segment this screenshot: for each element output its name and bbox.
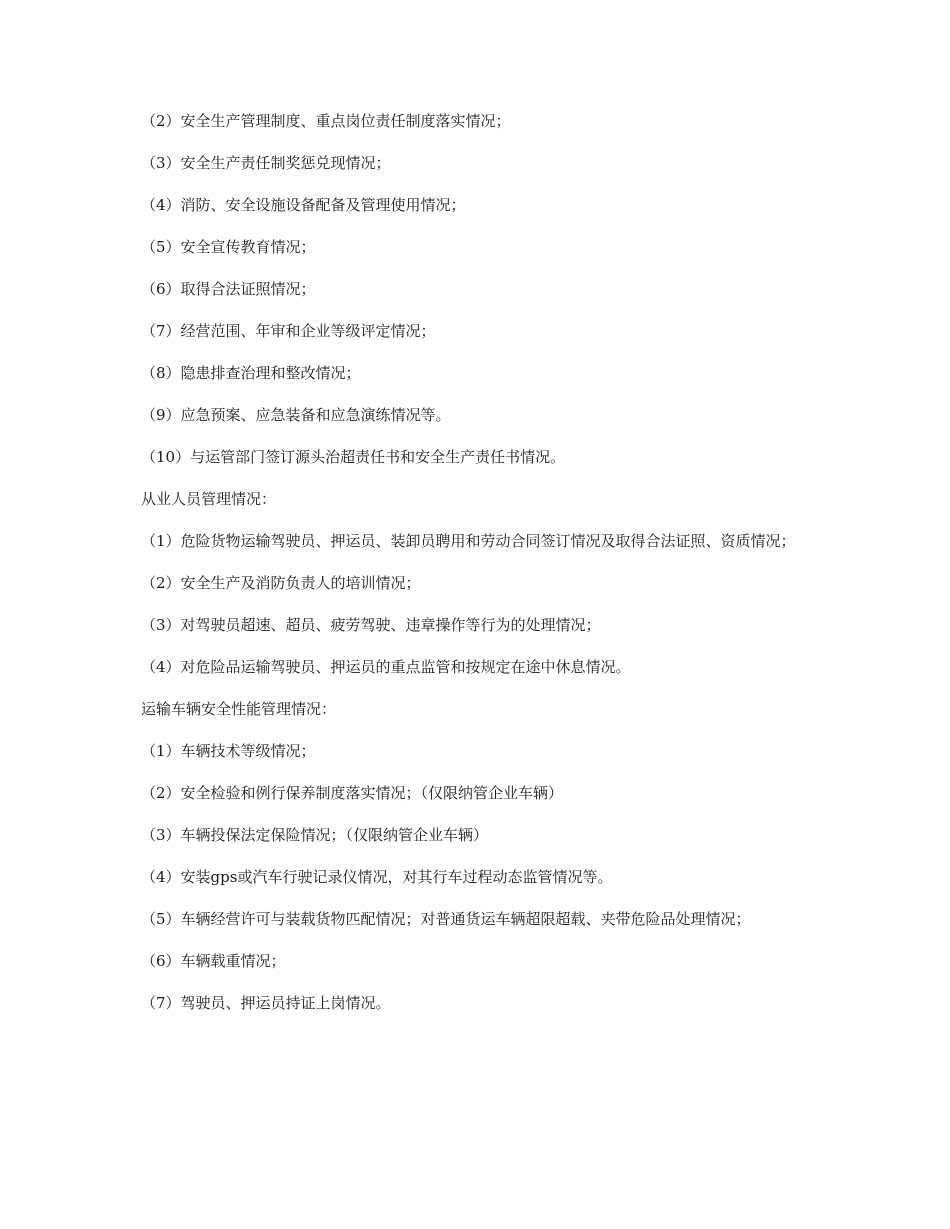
paragraph: （5）安全宣传教育情况； bbox=[141, 238, 316, 256]
paragraph: （3）车辆投保法定保险情况；（仅限纳管企业车辆） bbox=[141, 826, 489, 844]
paragraph: （2）安全生产及消防负责人的培训情况； bbox=[141, 574, 421, 592]
paragraph: （4）消防、安全设施设备配备及管理使用情况； bbox=[141, 196, 466, 214]
paragraph: （9）应急预案、应急装备和应急演练情况等。 bbox=[141, 406, 451, 424]
document-body bbox=[141, 108, 811, 1032]
paragraph: （1）危险货物运输驾驶员、押运员、装卸员聘用和劳动合同签订情况及取得合法证照、资质情况； bbox=[141, 532, 796, 550]
paragraph: （4）对危险品运输驾驶员、押运员的重点监管和按规定在途中休息情况。 bbox=[141, 658, 631, 676]
paragraph: （2）安全生产管理制度、重点岗位责任制度落实情况； bbox=[141, 112, 511, 130]
paragraph: （5）车辆经营许可与装载货物匹配情况；对普通货运车辆超限超载、夹带危险品处理情况； bbox=[141, 910, 751, 928]
paragraph: （7）经营范围、年审和企业等级评定情况； bbox=[141, 322, 436, 340]
paragraph: （3）对驾驶员超速、超员、疲劳驾驶、违章操作等行为的处理情况； bbox=[141, 616, 601, 634]
paragraph: （6）车辆载重情况； bbox=[141, 952, 286, 970]
section-heading: 运输车辆安全性能管理情况： bbox=[141, 700, 337, 718]
section-heading: 从业人员管理情况： bbox=[141, 490, 277, 508]
paragraph: （3）安全生产责任制奖惩兑现情况； bbox=[141, 154, 391, 172]
paragraph: （2）安全检验和例行保养制度落实情况；（仅限纳管企业车辆） bbox=[141, 784, 564, 802]
paragraph: （7）驾驶员、押运员持证上岗情况。 bbox=[141, 994, 391, 1012]
paragraph: （1）车辆技术等级情况； bbox=[141, 742, 316, 760]
paragraph: （6）取得合法证照情况； bbox=[141, 280, 316, 298]
paragraph: （4）安装gps或汽车行驶记录仪情况，对其行车过程动态监管情况等。 bbox=[141, 868, 613, 886]
paragraph: （8）隐患排查治理和整改情况； bbox=[141, 364, 361, 382]
paragraph: （10）与运管部门签订源头治超责任书和安全生产责任书情况。 bbox=[141, 448, 566, 466]
